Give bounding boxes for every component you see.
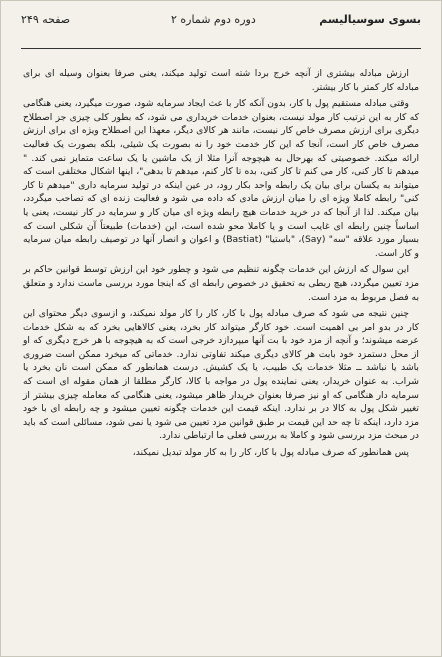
page-header	[21, 11, 421, 31]
header-rule	[21, 48, 421, 49]
paragraph: پس همانطور که صرف مبادله پول با کار، کار را به کار مولد تبدیل نمیکند،	[132, 447, 409, 459]
paragraph: وقتی مبادله مستقیم پول با کار، بدون آنکه کار با عث ایجاد سرمایه شود، صورت میگیرد، یعنی هنگامی که کار به این ترتیب کار مولد نیست، بعنوان خدمات خریداری می شود، که بطور کلی چیزی جز اصطلاح دیگری برای ارزش مصرف خاص کار نیست، مانند هر کالای دیگر، معهذا این اصطلاح ویژه ای برای ارزش مصرف خاص کار است، آنجا که این کار خدمت خود را نه بصورت یک شیئی، بلکه بصورت یک فعالیت ارائه میکند. خصوصیتی که بهرحال به هیچوجه آنرا مثلا از یک ماشین یا یک ساعت متمایز نمی کند. " میدهم تا کار کنی، کار می کنم تا کار کنی، بده تا کار کنم، میدهم تا بدهی"، اینها اشکال مختلفی است که میتواند به یکسان برای بیان یک رابطه واحد بکار رود، در عین اینکه در تولید سرمایه داری "میدهم تا کار کنی" رابطه کاملا ویژه ای را میان ارزش مادی که داده می شود و فعالیت زنده ای که تصاحب میگردد، بیان میکند. لذا از آنجا که در خرید خدمات هیچ رابطه ویژه ای میان کار و سرمایه در کار نیست، یعنی یا اساساً چنین رابطه ای غایب است و یا کاملا محو شده است، این (خدمات) طبیعتاً آن شکلی است که بسیار مورد علاقه "سه" (Say)، "باستیا" (Bastiat) و اعوان و انصار آنها در توصیف رابطه میان سرمایه و کار است.	[23, 98, 419, 259]
paragraph: این سوال که ارزش این خدمات چگونه تنظیم می شود و چطور خود این ارزش توسط قوانین حاکم بر مزد تعیین میگردد، هیچ ربطی به تحقیق در خصوص رابطه ای که اینجا مورد بررسی ماست ندارد و متعلق به فصل مربوط به مزد است.	[23, 264, 419, 303]
paragraph: چنین نتیجه می شود که صرف مبادله پول با کار، کار را کار مولد نمیکند، و ازسوی دیگر محتوای این کار در بدو امر بی اهمیت است. خود کارگر میتواند کار بخرد، یعنی کالاهایی بخرد که به شکل خدمات عرضه میشوند؛ و آنچه از مزد خود با بت آنها میپردازد خرجی است که به هیچوجه با هر خرج دیگری که او از محل دستمزد خود بابت هر کالای دیگری میکند تفاوتی ندارد. خدماتی که میخرد ممکن است ضروری باشد یا نباشد ــ مثلا خدمات یک طبیب، یا یک کشیش. درست همانطور که ممکن است نان بخرد یا شراب. به عنوان خریدار، یعنی نماینده پول در مواجه با کالا، کارگر مطلقا از همان مقوله ای است که سرمایه دار هنگامی که او نیز صرفا بعنوان خریدار ظاهر میشود، یعنی هنگامی که معامله چیزی بیشتر از تغییر شکل پول به کالا در بر ندارد. اینکه قیمت این خدمات چگونه تعیین میشود و چه رابطه ای با خود مزد دارد، اینکه تا چه حد این قیمت بر طبق قوانین مزد تعیین می شود یا نمی شود، مسائلی است که باید در مبحث مزد بررسی شود و کاملا به بررسی فعلی ما ارتباطی ندارد.	[23, 308, 419, 442]
paragraph: ارزش مبادله بیشتری از آنچه خرج بردا شته است تولید میکند، یعنی صرفا بعنوان وسیله ای برای مبادله کار کمتر با کار بیشتر.	[23, 68, 419, 93]
page-body	[23, 67, 419, 648]
issue-number: دوره دوم شماره ۲	[171, 13, 256, 26]
journal-title: بسوی سوسیالیسم	[319, 13, 421, 26]
page-number: صفحه ۲۴۹	[21, 13, 71, 26]
